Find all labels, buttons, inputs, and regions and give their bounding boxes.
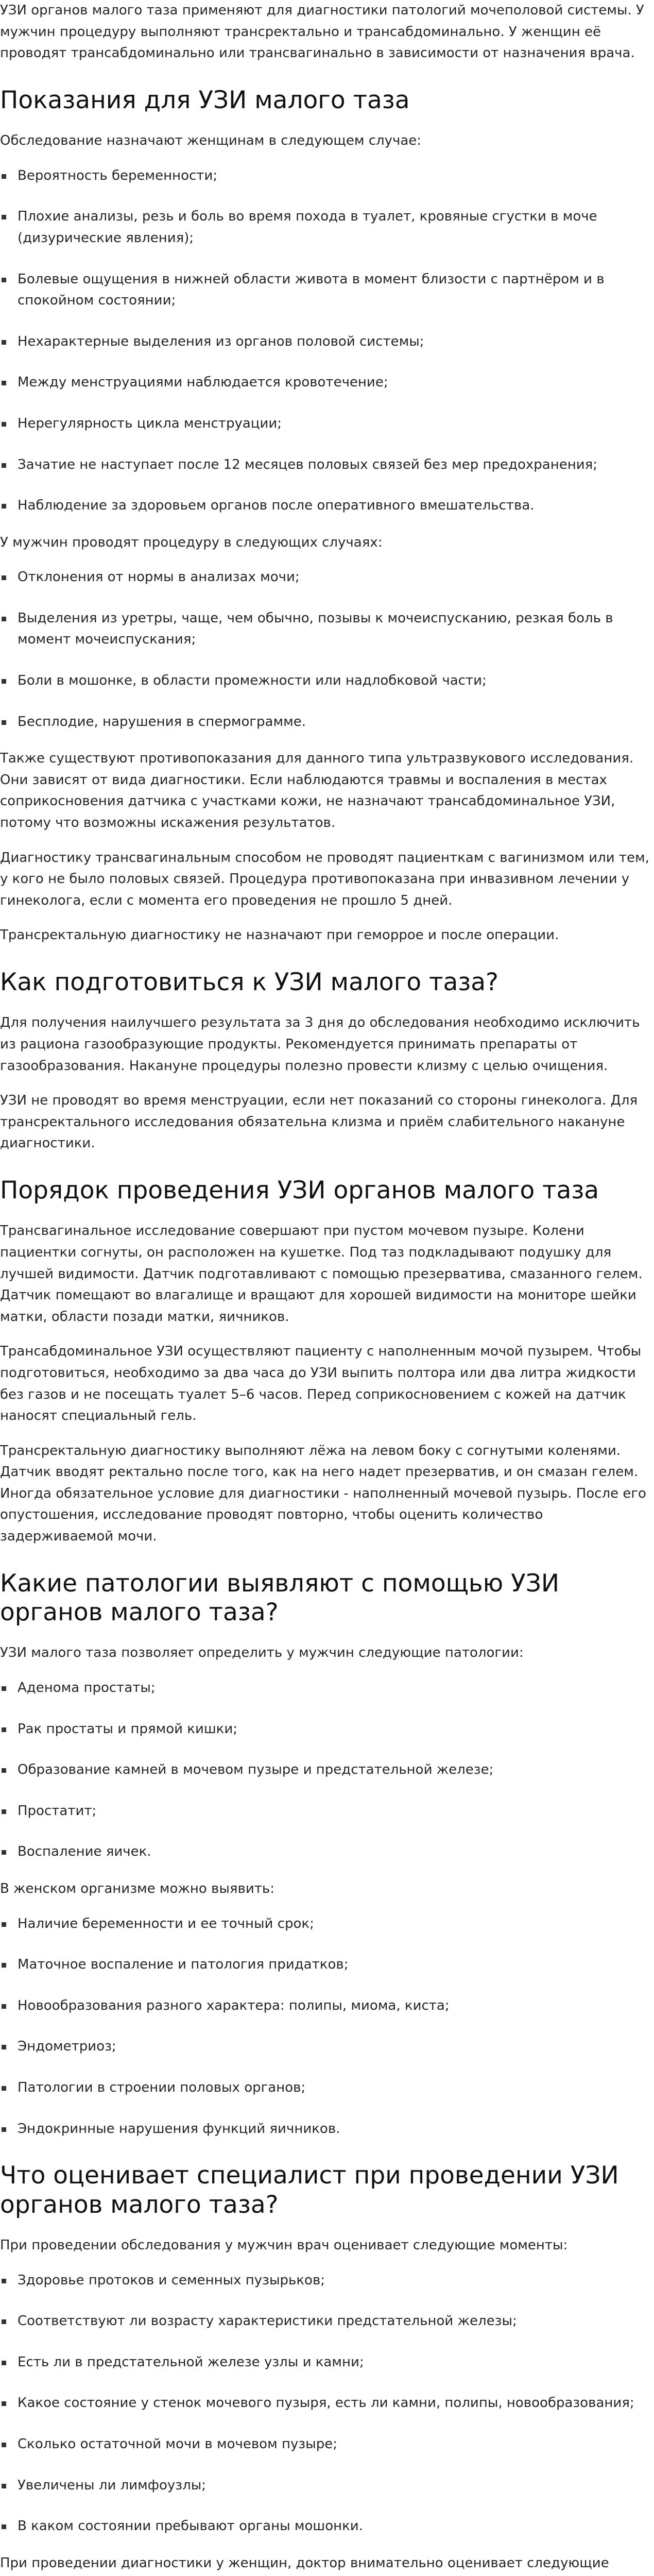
list-item: Нехарактерные выделения из органов половой системы;: [0, 331, 654, 353]
evaluation-women-intro: При проведении диагностики у женщин, доктор внимательно оценивает следующие: [0, 2555, 609, 2571]
list-item: Между менструациями наблюдается кровотечение;: [0, 372, 654, 394]
list-item: Наблюдение за здоровьем органов после оперативного вмешательства.: [0, 495, 654, 517]
list-item: Отклонения от нормы в анализах мочи;: [0, 567, 654, 588]
evaluation-men-intro: При проведении обследования у мужчин врач оценивает следующие моменты:: [0, 2237, 568, 2253]
pathologies-women-list: [0, 1913, 654, 2140]
list-item: Зачатие не наступает после 12 месяцев половых связей без мер предохранения;: [0, 454, 654, 476]
contraindications-paragraph: Также существуют противопоказания для данного типа ультразвукового исследования. Они зависят от вида диагностики. Если наблюдаются травмы и воспаления в местах соприкосновения датчика с участками кожи, не назначают трансабдоминальное УЗИ, потому что возможны искажения результатов.: [0, 751, 634, 831]
list-item: Какое состояние у стенок мочевого пузыря, есть ли камни, полипы, новообразования;: [0, 2393, 654, 2414]
list-item: Сколько остаточной мочи в мочевом пузыре;: [0, 2434, 654, 2455]
list-item: Маточное воспаление и патология придатков;: [0, 1954, 654, 1976]
indications-men-intro: У мужчин проводят процедуру в следующих случаях:: [0, 534, 383, 550]
list-item: В каком состоянии пребывают органы мошонки.: [0, 2516, 654, 2537]
intro-paragraph: УЗИ органов малого таза применяют для диагностики патологий мочеполовой системы. У мужчин процедуру выполняют трансректально и трансабдоминально. У женщин её проводят трансабдоминально или трансвагинально в зависимости от назначения врача.: [0, 3, 644, 61]
list-item: Простатит;: [0, 1801, 654, 1822]
pathologies-women-intro: В женском организме можно выявить:: [0, 1881, 274, 1897]
list-item: Плохие анализы, резь и боль во время похода в туалет, кровяные сгустки в моче (дизурические явления);: [0, 206, 654, 249]
procedure-heading: Порядок проведения УЗИ органов малого таза: [0, 1176, 599, 1205]
list-item: Есть ли в предстательной железе узлы и камни;: [0, 2352, 654, 2374]
list-item: Рак простаты и прямой кишки;: [0, 1719, 654, 1740]
indications-women-list: [0, 165, 654, 517]
list-item: Выделения из уретры, чаще, чем обычно, позывы к мочеиспусканию, резкая боль в момент мочеиспускания;: [0, 608, 654, 651]
transvaginal-contraindications-paragraph: Диагностику трансвагинальным способом не проводят пациенткам с вагинизмом или тем, у кого не было половых связей. Процедура противопоказана при инвазивном лечении у гинеколога, если с момента его проведения не прошло 5 дней.: [0, 850, 649, 908]
list-item: Вероятность беременности;: [0, 165, 654, 187]
pathologies-men-intro: УЗИ малого таза позволяет определить у мужчин следующие патологии:: [0, 1645, 524, 1661]
evaluation-men-list: [0, 2270, 654, 2537]
procedure-paragraph-3: Трансректальную диагностику выполняют лёжа на левом боку с согнутыми коленями. Датчик вводят ректально после того, как на него надет презерватив, и он смазан гелем. Иногда обязательное условие для диагностики - наполненный мочевой пузырь. После его опустошения, исследование проводят повторно, чтобы оценить количество задерживаемой мочи.: [0, 1443, 646, 1545]
list-item: Эндометриоз;: [0, 2036, 654, 2058]
prepare-paragraph-2: УЗИ не проводят во время менструации, если нет показаний со стороны гинеколога. Для трансректального исследования обязательна клизма и приём слабительного накануне диагностики.: [0, 1093, 638, 1151]
procedure-paragraph-1: Трансвагинальное исследование совершают при пустом мочевом пузыре. Колени пациентки согнуты, он расположен на кушетке. Под таз подкладывают подушку для лучшей видимости. Датчик подготавливают с помощью презерватива, смазанного гелем. Датчик помещают во влагалище и вращают для хорошей видимости на мониторе шейки матки, области позади матки, яичников.: [0, 1223, 643, 1325]
list-item: Эндокринные нарушения функций яичников.: [0, 2119, 654, 2140]
list-item: Бесплодие, нарушения в спермограмме.: [0, 711, 654, 733]
procedure-paragraph-2: Трансабдоминальное УЗИ осуществляют пациенту с наполненным мочой пузырем. Чтобы подготовиться, необходимо за два часа до УЗИ выпить полтора или два литра жидкости без газов и не посещать туалет 5–6 часов. Перед соприкосновением с кожей на датчик наносят специальный гель.: [0, 1344, 642, 1424]
list-item: Образование камней в мочевом пузыре и предстательной железе;: [0, 1759, 654, 1781]
evaluation-heading: Что оценивает специалист при проведении УЗИ органов малого таза?: [0, 2161, 619, 2219]
indications-women-intro: Обследование назначают женщинам в следующем случае:: [0, 133, 422, 149]
list-item: Болевые ощущения в нижней области живота в момент близости с партнёром и в спокойном состоянии;: [0, 269, 654, 312]
list-item: Воспаление яичек.: [0, 1841, 654, 1863]
prepare-heading: Как подготовиться к УЗИ малого таза?: [0, 968, 498, 997]
pathologies-heading: Какие патологии выявляют с помощью УЗИ органов малого таза?: [0, 1569, 560, 1627]
list-item: Новообразования разного характера: полипы, миома, киста;: [0, 1995, 654, 2017]
list-item: Боли в мошонке, в области промежности или надлобковой части;: [0, 670, 654, 692]
prepare-paragraph-1: Для получения наилучшего результата за 3 дня до обследования необходимо исключить из рациона газообразующие продукты. Рекомендуется принимать препараты от газообразования. Накануне процедуры полезно провести клизму с целью очищения.: [0, 1015, 640, 1074]
list-item: Соответствуют ли возрасту характеристики предстательной железы;: [0, 2311, 654, 2332]
list-item: Патологии в строении половых органов;: [0, 2077, 654, 2099]
transrectal-contraindications-paragraph: Трансректальную диагностику не назначают при геморрое и после операции.: [0, 927, 559, 943]
list-item: Наличие беременности и ее точный срок;: [0, 1913, 654, 1935]
list-item: Увеличены ли лимфоузлы;: [0, 2475, 654, 2497]
list-item: Аденома простаты;: [0, 1677, 654, 1699]
list-item: Здоровье протоков и семенных пузырьков;: [0, 2270, 654, 2292]
indications-heading: Показания для УЗИ малого таза: [0, 86, 410, 114]
list-item: Нерегулярность цикла менструации;: [0, 413, 654, 435]
pathologies-men-list: [0, 1677, 654, 1863]
indications-men-list: [0, 567, 654, 733]
